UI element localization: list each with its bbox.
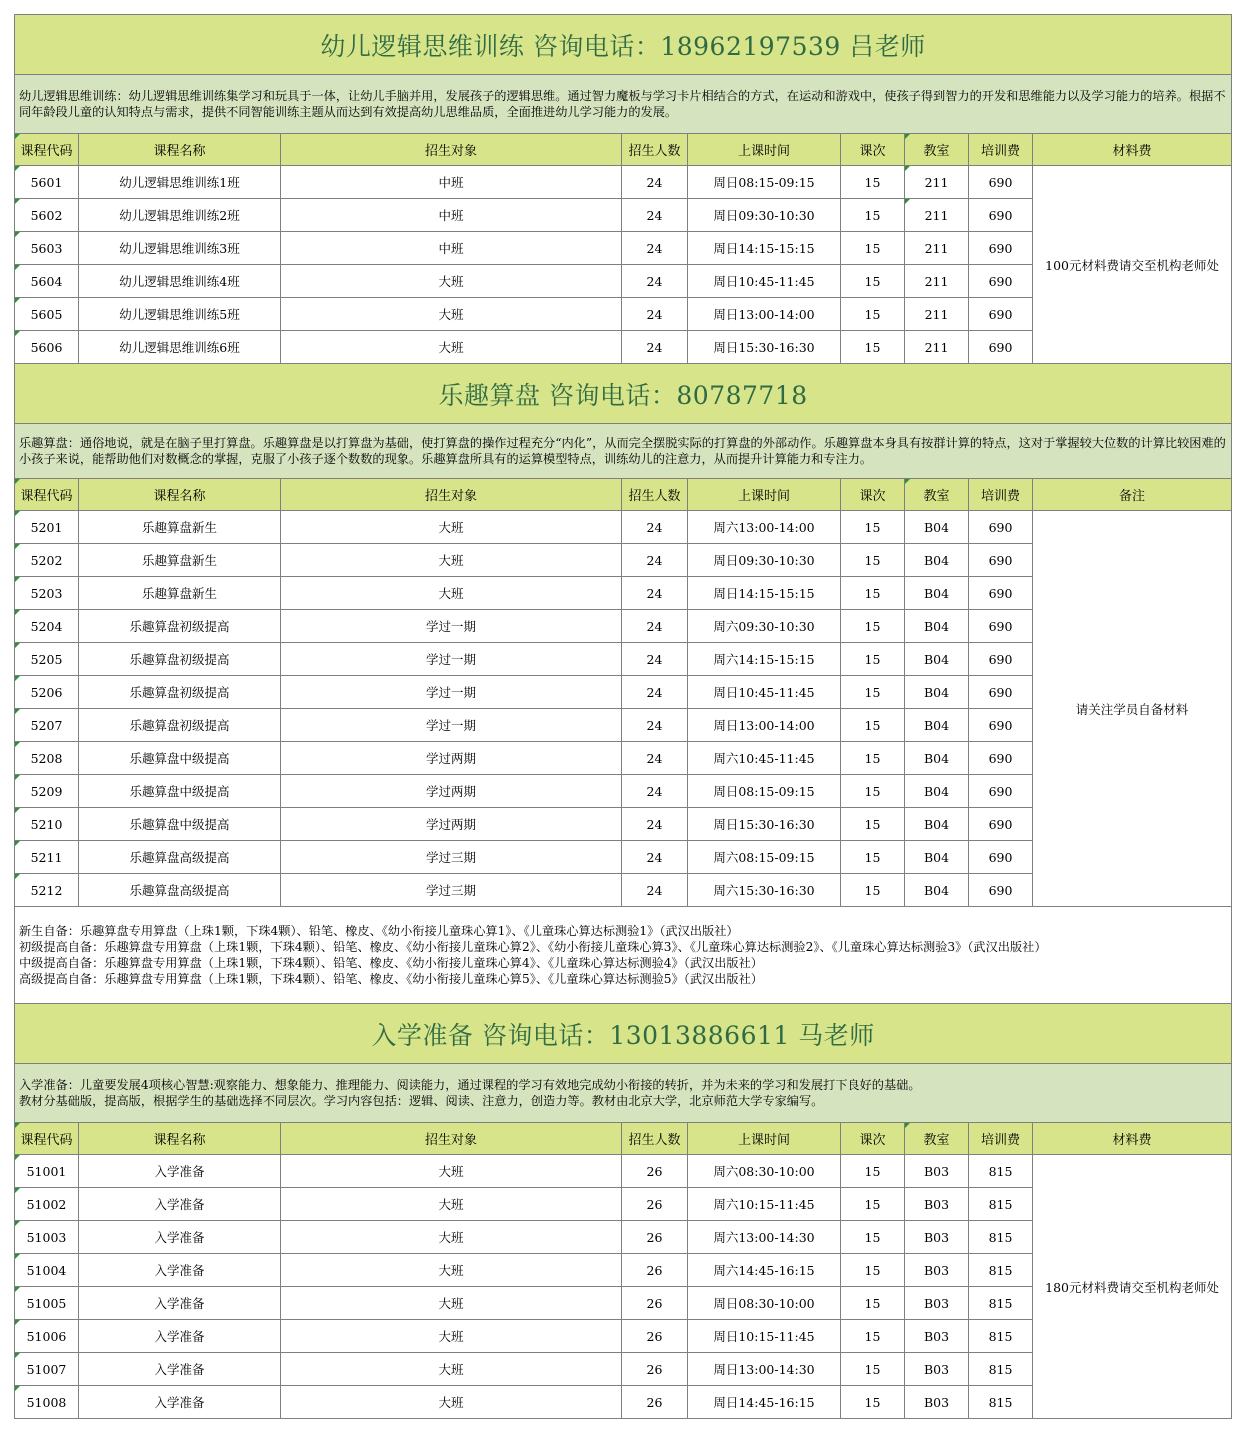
class-time[interactable]: 周日08:15-09:15 — [688, 775, 841, 808]
enroll-target[interactable]: 学过一期 — [281, 610, 622, 643]
header-enroll-count[interactable]: 招生人数 — [622, 1123, 688, 1155]
header-classroom[interactable]: 教室 — [905, 134, 969, 166]
tuition-fee[interactable]: 815 — [969, 1320, 1033, 1353]
enroll-target[interactable]: 大班 — [281, 1386, 622, 1419]
course-code[interactable]: 5603 — [15, 232, 79, 265]
course-name[interactable]: 乐趣算盘初级提高 — [79, 610, 281, 643]
class-time[interactable]: 周六08:30-10:00 — [688, 1155, 841, 1188]
classroom[interactable]: B04 — [905, 610, 969, 643]
enroll-target[interactable]: 大班 — [281, 265, 622, 298]
header-enroll-target[interactable]: 招生对象 — [281, 479, 622, 511]
classroom[interactable]: 211 — [905, 265, 969, 298]
course-code[interactable]: 5204 — [15, 610, 79, 643]
course-code[interactable]: 5201 — [15, 511, 79, 544]
tuition-fee[interactable]: 690 — [969, 166, 1033, 199]
class-time[interactable]: 周日13:00-14:00 — [688, 298, 841, 331]
session-count[interactable]: 15 — [841, 676, 905, 709]
course-name[interactable]: 幼儿逻辑思维训练4班 — [79, 265, 281, 298]
session-count[interactable]: 15 — [841, 1287, 905, 1320]
header-enroll-target[interactable]: 招生对象 — [281, 134, 622, 166]
enroll-target[interactable]: 中班 — [281, 199, 622, 232]
course-name[interactable]: 乐趣算盘高级提高 — [79, 841, 281, 874]
section-description-row — [15, 75, 1232, 134]
tuition-fee[interactable]: 815 — [969, 1353, 1033, 1386]
section-title[interactable]: 入学准备 咨询电话：13013886611 马老师 — [15, 1004, 1232, 1064]
session-count[interactable]: 15 — [841, 742, 905, 775]
session-count[interactable]: 15 — [841, 1353, 905, 1386]
section-description-line: 教材分基础版，提高版，根据学生的基础选择不同层次。学习内容包括：逻辑、阅读、注意力，创造力等。教材由北京大学，北京师范大学专家编写。 — [19, 1094, 824, 1108]
classroom[interactable]: B04 — [905, 577, 969, 610]
course-code[interactable]: 5212 — [15, 874, 79, 907]
class-time[interactable]: 周日09:30-10:30 — [688, 199, 841, 232]
header-tuition-fee[interactable]: 培训费 — [969, 479, 1033, 511]
course-code[interactable]: 5209 — [15, 775, 79, 808]
header-session-count[interactable]: 课次 — [841, 1123, 905, 1155]
header-tuition-fee[interactable]: 培训费 — [969, 134, 1033, 166]
session-count[interactable]: 15 — [841, 511, 905, 544]
course-code[interactable]: 51006 — [15, 1320, 79, 1353]
course-name[interactable]: 入学准备 — [79, 1221, 281, 1254]
classroom[interactable]: B03 — [905, 1287, 969, 1320]
session-count[interactable]: 15 — [841, 1155, 905, 1188]
classroom[interactable]: 211 — [905, 298, 969, 331]
course-code[interactable]: 51001 — [15, 1155, 79, 1188]
header-last-column[interactable]: 备注 — [1033, 479, 1232, 511]
session-count[interactable]: 15 — [841, 298, 905, 331]
enroll-target[interactable]: 大班 — [281, 298, 622, 331]
tuition-fee[interactable]: 815 — [969, 1188, 1033, 1221]
tuition-fee[interactable]: 690 — [969, 232, 1033, 265]
course-code[interactable]: 51007 — [15, 1353, 79, 1386]
enroll-count[interactable]: 24 — [622, 874, 688, 907]
enroll-count[interactable]: 24 — [622, 232, 688, 265]
header-course-code[interactable]: 课程代码 — [15, 1123, 79, 1155]
enroll-target[interactable]: 大班 — [281, 331, 622, 364]
class-time[interactable]: 周日10:15-11:45 — [688, 1320, 841, 1353]
class-time[interactable]: 周日15:30-16:30 — [688, 331, 841, 364]
enroll-count[interactable]: 24 — [622, 709, 688, 742]
header-course-name[interactable]: 课程名称 — [79, 479, 281, 511]
enroll-target[interactable]: 大班 — [281, 1287, 622, 1320]
session-count[interactable]: 15 — [841, 775, 905, 808]
header-enroll-count[interactable]: 招生人数 — [622, 479, 688, 511]
enroll-count[interactable]: 24 — [622, 808, 688, 841]
course-code[interactable]: 5604 — [15, 265, 79, 298]
footnote-row — [15, 907, 1232, 1004]
header-tuition-fee[interactable]: 培训费 — [969, 1123, 1033, 1155]
classroom[interactable]: B03 — [905, 1386, 969, 1419]
enroll-target[interactable]: 大班 — [281, 1155, 622, 1188]
class-time[interactable]: 周日13:00-14:00 — [688, 709, 841, 742]
course-name[interactable]: 乐趣算盘中级提高 — [79, 742, 281, 775]
classroom[interactable]: B04 — [905, 544, 969, 577]
session-count[interactable]: 15 — [841, 874, 905, 907]
course-code[interactable]: 5211 — [15, 841, 79, 874]
course-code[interactable]: 5606 — [15, 331, 79, 364]
course-spreadsheet — [14, 14, 1231, 1419]
course-code[interactable]: 5203 — [15, 577, 79, 610]
enroll-count[interactable]: 24 — [622, 643, 688, 676]
enroll-count[interactable]: 26 — [622, 1221, 688, 1254]
class-time[interactable]: 周六13:00-14:30 — [688, 1221, 841, 1254]
footnote-line: 高级提高自备：乐趣算盘专用算盘（上珠1颗，下珠4颗）、铅笔、橡皮、《幼小衔接儿童珠心算5》、《儿童珠心算达标测验5》（武汉出版社） — [19, 972, 763, 986]
header-course-code[interactable]: 课程代码 — [15, 134, 79, 166]
classroom[interactable]: 211 — [905, 232, 969, 265]
column-header-row — [15, 1123, 1232, 1155]
course-name[interactable]: 幼儿逻辑思维训练2班 — [79, 199, 281, 232]
enroll-count[interactable]: 24 — [622, 577, 688, 610]
class-time[interactable]: 周日08:30-10:00 — [688, 1287, 841, 1320]
tuition-fee[interactable]: 690 — [969, 709, 1033, 742]
course-name[interactable]: 幼儿逻辑思维训练3班 — [79, 232, 281, 265]
tuition-fee[interactable]: 690 — [969, 577, 1033, 610]
section-title[interactable]: 幼儿逻辑思维训练 咨询电话：18962197539 吕老师 — [15, 15, 1232, 75]
course-code[interactable]: 51004 — [15, 1254, 79, 1287]
course-code[interactable]: 51005 — [15, 1287, 79, 1320]
enroll-target[interactable]: 学过两期 — [281, 775, 622, 808]
classroom[interactable]: B03 — [905, 1221, 969, 1254]
course-name[interactable]: 乐趣算盘新生 — [79, 577, 281, 610]
session-count[interactable]: 15 — [841, 610, 905, 643]
session-count[interactable]: 15 — [841, 577, 905, 610]
tuition-fee[interactable]: 690 — [969, 331, 1033, 364]
footnote-line: 初级提高自备：乐趣算盘专用算盘（上珠1颗，下珠4颗）、铅笔、橡皮、《幼小衔接儿童珠心算2》、《幼小衔接儿童珠心算3》、《儿童珠心算达标测验2》、《儿童珠心算达标测验3》（武汉出版社） — [19, 940, 1047, 954]
section-description-row — [15, 1064, 1232, 1123]
session-count[interactable]: 15 — [841, 265, 905, 298]
session-count[interactable]: 15 — [841, 643, 905, 676]
enroll-target[interactable]: 中班 — [281, 232, 622, 265]
tuition-fee[interactable]: 815 — [969, 1155, 1033, 1188]
enroll-target[interactable]: 中班 — [281, 166, 622, 199]
enroll-count[interactable]: 26 — [622, 1320, 688, 1353]
course-name[interactable]: 乐趣算盘初级提高 — [79, 643, 281, 676]
classroom[interactable]: B03 — [905, 1155, 969, 1188]
class-time[interactable]: 周日14:15-15:15 — [688, 577, 841, 610]
course-name[interactable]: 乐趣算盘新生 — [79, 511, 281, 544]
enroll-target[interactable]: 学过一期 — [281, 709, 622, 742]
class-time[interactable]: 周日10:45-11:45 — [688, 265, 841, 298]
session-count[interactable]: 15 — [841, 331, 905, 364]
course-code[interactable]: 5208 — [15, 742, 79, 775]
enroll-target[interactable]: 大班 — [281, 511, 622, 544]
session-count[interactable]: 15 — [841, 1386, 905, 1419]
course-name[interactable]: 幼儿逻辑思维训练5班 — [79, 298, 281, 331]
classroom[interactable]: B03 — [905, 1254, 969, 1287]
tuition-fee[interactable]: 690 — [969, 199, 1033, 232]
classroom[interactable]: B03 — [905, 1188, 969, 1221]
course-code[interactable]: 51008 — [15, 1386, 79, 1419]
table-row — [15, 1155, 1232, 1188]
tuition-fee[interactable]: 690 — [969, 808, 1033, 841]
tuition-fee[interactable]: 690 — [969, 610, 1033, 643]
enroll-count[interactable]: 26 — [622, 1188, 688, 1221]
classroom[interactable]: 211 — [905, 199, 969, 232]
course-code[interactable]: 5206 — [15, 676, 79, 709]
classroom[interactable]: B04 — [905, 874, 969, 907]
class-time[interactable]: 周六14:45-16:15 — [688, 1254, 841, 1287]
section-description[interactable]: 乐趣算盘：通俗地说，就是在脑子里打算盘。乐趣算盘是以打算盘为基础，使打算盘的操作过程充分“内化”，从而完全摆脱实际的打算盘的外部动作。乐趣算盘本身具有按群计算的特点，这对于掌握较大位数的计算比较困难的小孩子来说，能帮助他们对数概念的掌握，克服了小孩子逐个数数的现象。乐趣算盘所具有的运算模型特点，训练幼儿的注意力，从而提升计算能力和专注力。 — [15, 424, 1232, 479]
class-time[interactable]: 周六08:15-09:15 — [688, 841, 841, 874]
course-name[interactable]: 入学准备 — [79, 1254, 281, 1287]
header-last-column[interactable]: 材料费 — [1033, 134, 1232, 166]
table-row — [15, 166, 1232, 199]
course-code[interactable]: 5602 — [15, 199, 79, 232]
footnote-line: 中级提高自备：乐趣算盘专用算盘（上珠1颗，下珠4颗）、铅笔、橡皮、《幼小衔接儿童珠心算4》、《儿童珠心算达标测验4》（武汉出版社） — [19, 956, 763, 970]
enroll-target[interactable]: 大班 — [281, 1254, 622, 1287]
course-name[interactable]: 乐趣算盘初级提高 — [79, 709, 281, 742]
class-time[interactable]: 周日15:30-16:30 — [688, 808, 841, 841]
course-name[interactable]: 入学准备 — [79, 1320, 281, 1353]
class-time[interactable]: 周六10:15-11:45 — [688, 1188, 841, 1221]
course-code[interactable]: 5207 — [15, 709, 79, 742]
course-code[interactable]: 5205 — [15, 643, 79, 676]
section-title-row — [15, 15, 1232, 75]
class-time[interactable]: 周六09:30-10:30 — [688, 610, 841, 643]
header-course-code[interactable]: 课程代码 — [15, 479, 79, 511]
class-time[interactable]: 周日13:00-14:30 — [688, 1353, 841, 1386]
tuition-fee[interactable]: 690 — [969, 544, 1033, 577]
merged-note[interactable]: 180元材料费请交至机构老师处 — [1033, 1155, 1232, 1419]
enroll-target[interactable]: 大班 — [281, 1353, 622, 1386]
enroll-target[interactable]: 学过一期 — [281, 676, 622, 709]
course-name[interactable]: 幼儿逻辑思维训练1班 — [79, 166, 281, 199]
course-code[interactable]: 5605 — [15, 298, 79, 331]
tuition-fee[interactable]: 690 — [969, 742, 1033, 775]
class-time[interactable]: 周六15:30-16:30 — [688, 874, 841, 907]
course-name[interactable]: 乐趣算盘新生 — [79, 544, 281, 577]
class-time[interactable]: 周日09:30-10:30 — [688, 544, 841, 577]
course-code[interactable]: 5202 — [15, 544, 79, 577]
enroll-count[interactable]: 26 — [622, 1287, 688, 1320]
section-title-row — [15, 1004, 1232, 1064]
enroll-count[interactable]: 26 — [622, 1353, 688, 1386]
enroll-target[interactable]: 学过三期 — [281, 874, 622, 907]
course-code[interactable]: 5210 — [15, 808, 79, 841]
enroll-count[interactable]: 24 — [622, 610, 688, 643]
enroll-count[interactable]: 24 — [622, 676, 688, 709]
tuition-fee[interactable]: 815 — [969, 1386, 1033, 1419]
session-count[interactable]: 15 — [841, 841, 905, 874]
session-count[interactable]: 15 — [841, 232, 905, 265]
session-count[interactable]: 15 — [841, 1320, 905, 1353]
session-count[interactable]: 15 — [841, 166, 905, 199]
header-course-name[interactable]: 课程名称 — [79, 134, 281, 166]
tuition-fee[interactable]: 815 — [969, 1254, 1033, 1287]
course-code[interactable]: 51003 — [15, 1221, 79, 1254]
class-time[interactable]: 周六14:15-15:15 — [688, 643, 841, 676]
enroll-target[interactable]: 大班 — [281, 1320, 622, 1353]
tuition-fee[interactable]: 690 — [969, 643, 1033, 676]
tuition-fee[interactable]: 815 — [969, 1287, 1033, 1320]
section-title-row — [15, 364, 1232, 424]
session-count[interactable]: 15 — [841, 1221, 905, 1254]
enroll-count[interactable]: 24 — [622, 166, 688, 199]
class-time[interactable]: 周六13:00-14:00 — [688, 511, 841, 544]
enroll-count[interactable]: 24 — [622, 298, 688, 331]
section-description-row — [15, 424, 1232, 479]
course-name[interactable]: 入学准备 — [79, 1188, 281, 1221]
enroll-count[interactable]: 24 — [622, 544, 688, 577]
class-time[interactable]: 周日14:45-16:15 — [688, 1386, 841, 1419]
enroll-target[interactable]: 学过一期 — [281, 643, 622, 676]
classroom[interactable]: B04 — [905, 775, 969, 808]
classroom[interactable]: B03 — [905, 1320, 969, 1353]
header-classroom[interactable]: 教室 — [905, 1123, 969, 1155]
classroom[interactable]: B04 — [905, 841, 969, 874]
enroll-target[interactable]: 大班 — [281, 577, 622, 610]
course-code[interactable]: 5601 — [15, 166, 79, 199]
course-name[interactable]: 乐趣算盘初级提高 — [79, 676, 281, 709]
classroom[interactable]: 211 — [905, 166, 969, 199]
session-count[interactable]: 15 — [841, 544, 905, 577]
tuition-fee[interactable]: 690 — [969, 511, 1033, 544]
header-enroll-target[interactable]: 招生对象 — [281, 1123, 622, 1155]
tuition-fee[interactable]: 690 — [969, 775, 1033, 808]
classroom[interactable]: B04 — [905, 742, 969, 775]
course-name[interactable]: 入学准备 — [79, 1155, 281, 1188]
header-session-count[interactable]: 课次 — [841, 479, 905, 511]
course-name[interactable]: 入学准备 — [79, 1287, 281, 1320]
enroll-count[interactable]: 24 — [622, 841, 688, 874]
tuition-fee[interactable]: 815 — [969, 1221, 1033, 1254]
enroll-target[interactable]: 学过两期 — [281, 808, 622, 841]
enroll-target[interactable]: 大班 — [281, 544, 622, 577]
tuition-fee[interactable]: 690 — [969, 841, 1033, 874]
course-name[interactable]: 入学准备 — [79, 1386, 281, 1419]
classroom[interactable]: B04 — [905, 709, 969, 742]
course-name[interactable]: 乐趣算盘高级提高 — [79, 874, 281, 907]
header-classroom[interactable]: 教室 — [905, 479, 969, 511]
column-header-row — [15, 479, 1232, 511]
session-count[interactable]: 15 — [841, 1188, 905, 1221]
column-header-row — [15, 134, 1232, 166]
header-class-time[interactable]: 上课时间 — [688, 479, 841, 511]
course-name[interactable]: 入学准备 — [79, 1353, 281, 1386]
course-name[interactable]: 乐趣算盘中级提高 — [79, 808, 281, 841]
class-time[interactable]: 周日10:45-11:45 — [688, 676, 841, 709]
course-code[interactable]: 51002 — [15, 1188, 79, 1221]
class-time[interactable]: 周日14:15-15:15 — [688, 232, 841, 265]
classroom[interactable]: B04 — [905, 676, 969, 709]
enroll-target[interactable]: 学过三期 — [281, 841, 622, 874]
session-count[interactable]: 15 — [841, 1254, 905, 1287]
footnote-line: 新生自备：乐趣算盘专用算盘（上珠1颗，下珠4颗）、铅笔、橡皮、《幼小衔接儿童珠心算1》、《儿童珠心算达标测验1》（武汉出版社） — [19, 924, 739, 938]
merged-note[interactable]: 100元材料费请交至机构老师处 — [1033, 166, 1232, 364]
section-description[interactable] — [15, 1064, 1232, 1123]
course-name[interactable]: 幼儿逻辑思维训练6班 — [79, 331, 281, 364]
tuition-fee[interactable]: 690 — [969, 298, 1033, 331]
enroll-count[interactable]: 24 — [622, 775, 688, 808]
enroll-count[interactable]: 26 — [622, 1254, 688, 1287]
merged-note[interactable]: 请关注学员自备材料 — [1033, 511, 1232, 907]
section-title[interactable]: 乐趣算盘 咨询电话：80787718 — [15, 364, 1232, 424]
tuition-fee[interactable]: 690 — [969, 874, 1033, 907]
enroll-target[interactable]: 大班 — [281, 1188, 622, 1221]
header-class-time[interactable]: 上课时间 — [688, 1123, 841, 1155]
header-session-count[interactable]: 课次 — [841, 134, 905, 166]
course-table — [14, 14, 1232, 1419]
classroom[interactable]: 211 — [905, 331, 969, 364]
section-description[interactable]: 幼儿逻辑思维训练：幼儿逻辑思维训练集学习和玩具于一体，让幼儿手脑并用，发展孩子的逻辑思维。通过智力魔板与学习卡片相结合的方式，在运动和游戏中，使孩子得到智力的开发和思维能力以及学习能力的培养。根据不同年龄段儿童的认知特点与需求，提供不同智能训练主题从而达到有效提高幼儿思维品质，全面推进幼儿学习能力的发展。 — [15, 75, 1232, 134]
enroll-count[interactable]: 26 — [622, 1155, 688, 1188]
enroll-target[interactable]: 大班 — [281, 1221, 622, 1254]
classroom[interactable]: B04 — [905, 511, 969, 544]
tuition-fee[interactable]: 690 — [969, 265, 1033, 298]
course-name[interactable]: 乐趣算盘中级提高 — [79, 775, 281, 808]
tuition-fee[interactable]: 690 — [969, 676, 1033, 709]
classroom[interactable]: B04 — [905, 643, 969, 676]
header-course-name[interactable]: 课程名称 — [79, 1123, 281, 1155]
enroll-target[interactable]: 学过两期 — [281, 742, 622, 775]
header-last-column[interactable]: 材料费 — [1033, 1123, 1232, 1155]
session-count[interactable]: 15 — [841, 709, 905, 742]
class-time[interactable]: 周六10:45-11:45 — [688, 742, 841, 775]
session-count[interactable]: 15 — [841, 199, 905, 232]
header-class-time[interactable]: 上课时间 — [688, 134, 841, 166]
enroll-count[interactable]: 24 — [622, 331, 688, 364]
enroll-count[interactable]: 24 — [622, 742, 688, 775]
enroll-count[interactable]: 24 — [622, 265, 688, 298]
class-time[interactable]: 周日08:15-09:15 — [688, 166, 841, 199]
session-count[interactable]: 15 — [841, 808, 905, 841]
classroom[interactable]: B03 — [905, 1353, 969, 1386]
classroom[interactable]: B04 — [905, 808, 969, 841]
header-enroll-count[interactable]: 招生人数 — [622, 134, 688, 166]
enroll-count[interactable]: 26 — [622, 1386, 688, 1419]
enroll-count[interactable]: 24 — [622, 511, 688, 544]
section-description-line: 入学准备：儿童要发展4项核心智慧:观察能力、想象能力、推理能力、阅读能力，通过课程的学习有效地完成幼小衔接的转折，并为未来的学习和发展打下良好的基础。 — [19, 1078, 921, 1092]
table-row — [15, 511, 1232, 544]
enroll-count[interactable]: 24 — [622, 199, 688, 232]
footnote-block[interactable] — [15, 907, 1232, 1004]
